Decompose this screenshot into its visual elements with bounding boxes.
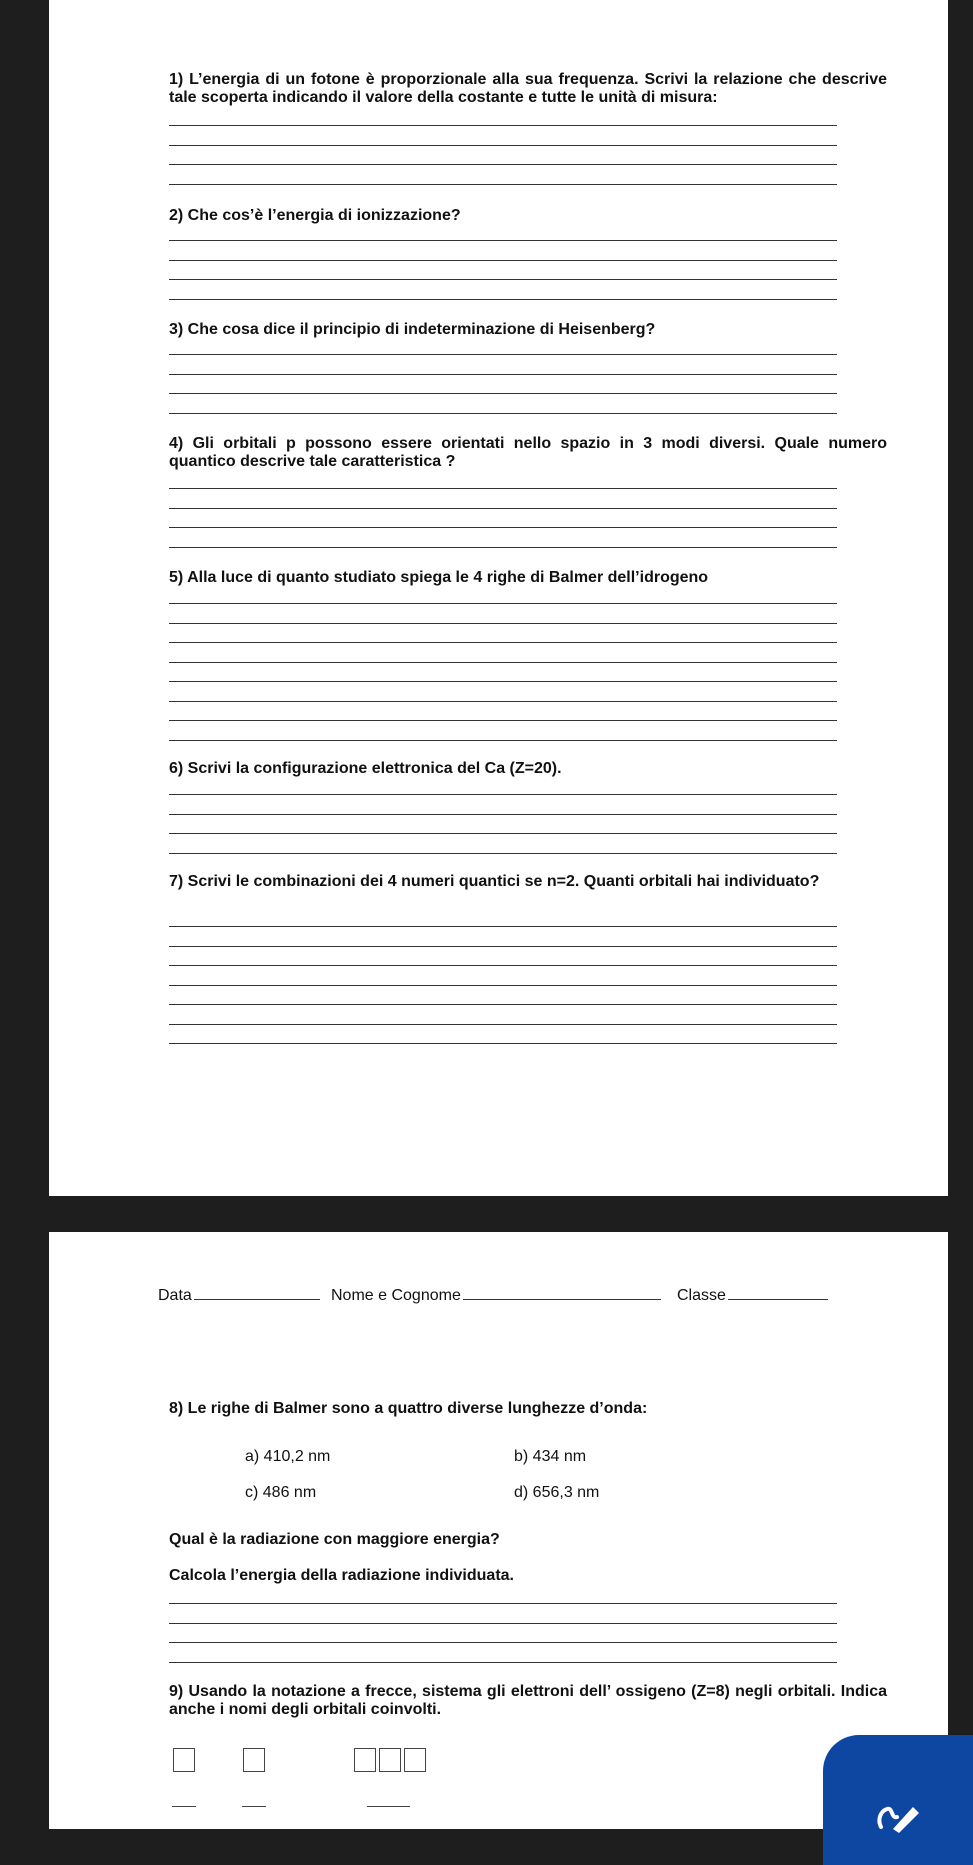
header-class: Classe <box>677 1287 830 1305</box>
question-2: 2) Che cos’è l’energia di ionizzazione? <box>169 207 461 224</box>
name-field[interactable] <box>463 1298 661 1300</box>
option-d: d) 656,3 nm <box>514 1484 600 1501</box>
worksheet-page-1 <box>49 0 948 1196</box>
question-7: 7) Scrivi le combinazioni dei 4 numeri quantici se n=2. Quanti orbitali hai individuato? <box>169 873 820 890</box>
orbital-box-2s[interactable] <box>243 1748 265 1772</box>
question-3: 3) Che cosa dice il principio di indeterminazione di Heisenberg? <box>169 321 656 338</box>
answer-lines-5[interactable] <box>169 603 837 759</box>
header-date: Data <box>158 1287 322 1305</box>
orbital-label-2p[interactable] <box>367 1806 410 1807</box>
answer-lines-8[interactable] <box>169 1603 837 1681</box>
orbital-label-1s[interactable] <box>172 1806 196 1807</box>
question-5: 5) Alla luce di quanto studiato spiega le 4 righe di Balmer dell’idrogeno <box>169 569 709 586</box>
question-9: 9) Usando la notazione a frecce, sistema gli elettroni dell’ ossigeno (Z=8) negli orbitali. Indica anche i nomi degli orbitali coinvolti. <box>169 1683 887 1718</box>
answer-lines-1[interactable] <box>169 125 837 203</box>
answer-lines-2[interactable] <box>169 240 837 318</box>
orbital-label-2s[interactable] <box>242 1806 266 1807</box>
option-a: a) 410,2 nm <box>245 1448 331 1465</box>
question-8-ask: Qual è la radiazione con maggiore energia? <box>169 1531 500 1548</box>
class-field[interactable] <box>728 1298 828 1300</box>
option-b: b) 434 nm <box>514 1448 587 1465</box>
pen-icon <box>873 1793 921 1833</box>
question-8-instruction: Calcola l’energia della radiazione individuata. <box>169 1567 514 1584</box>
question-8: 8) Le righe di Balmer sono a quattro diverse lunghezze d’onda: <box>169 1400 648 1417</box>
question-1: 1) L’energia di un fotone è proporzionale alla sua frequenza. Scrivi la relazione che descrive tale scoperta indicando il valore della costante e tutte le unità di misura: <box>169 71 887 106</box>
answer-lines-3[interactable] <box>169 354 837 432</box>
option-c: c) 486 nm <box>245 1484 317 1501</box>
answer-lines-7[interactable] <box>169 926 837 1063</box>
question-6: 6) Scrivi la configurazione elettronica del Ca (Z=20). <box>169 760 562 777</box>
answer-lines-4[interactable] <box>169 488 837 566</box>
orbital-box-2p-1[interactable] <box>354 1748 376 1772</box>
edit-fab-button[interactable] <box>823 1735 973 1865</box>
orbital-box-2p-3[interactable] <box>404 1748 426 1772</box>
answer-lines-6[interactable] <box>169 794 837 872</box>
question-4: 4) Gli orbitali p possono essere orientati nello spazio in 3 modi diversi. Quale numero quantico descrive tale caratteristica ? <box>169 435 887 470</box>
worksheet-page-2 <box>49 1232 948 1829</box>
date-field[interactable] <box>194 1298 320 1300</box>
orbital-box-2p-2[interactable] <box>379 1748 401 1772</box>
header-name: Nome e Cognome <box>331 1287 663 1305</box>
orbital-box-1s[interactable] <box>173 1748 195 1772</box>
